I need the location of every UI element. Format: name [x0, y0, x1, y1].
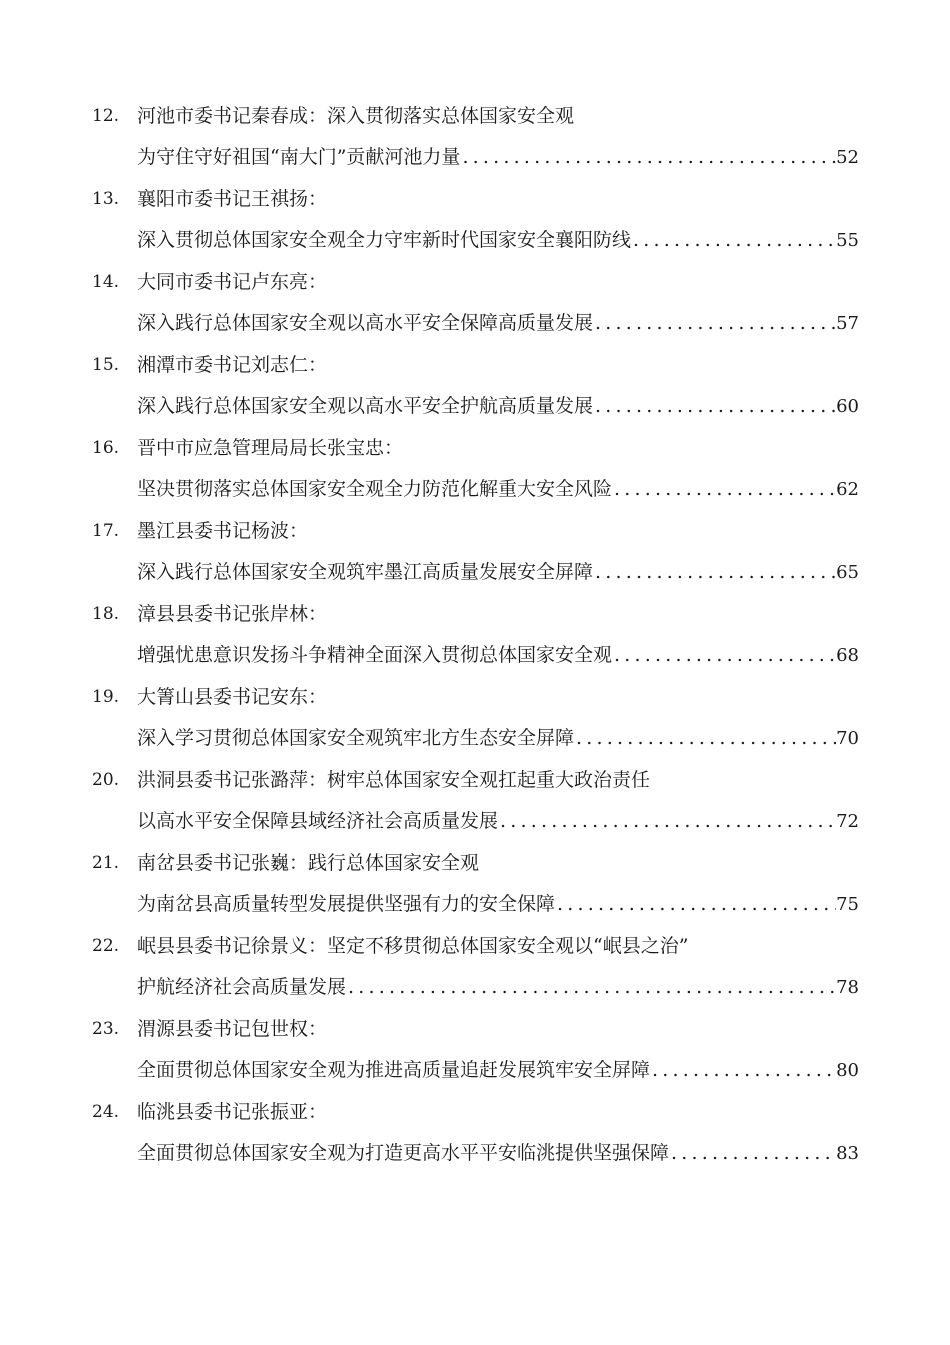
toc-entry-number: 13.: [92, 189, 120, 209]
toc-entry-heading: 湘潭市委书记刘志仁：: [137, 354, 328, 376]
toc-entry-title-line[interactable]: [137, 304, 859, 342]
toc-entry-page-number: 72: [836, 811, 859, 832]
toc-entry-number: 12.: [92, 106, 120, 126]
toc-entry-title: 深入践行总体国家安全观以高水平安全保障高质量发展: [137, 312, 594, 334]
dot-leader: [460, 138, 836, 176]
toc-entry-title: 坚决贯彻落实总体国家安全观全力防范化解重大安全风险: [137, 478, 613, 500]
toc-entry-title-line[interactable]: [137, 1051, 859, 1089]
toc-entry: [0, 180, 950, 263]
toc-entry-title-line[interactable]: [137, 470, 859, 508]
dot-leader: [669, 1134, 836, 1172]
toc-entry-title-line[interactable]: [137, 968, 859, 1006]
toc-entry-heading: 大箐山县委书记安东：: [137, 686, 328, 708]
toc-entry-heading: 河池市委书记秦春成：深入贯彻落实总体国家安全观: [137, 105, 575, 127]
toc-entry: [0, 97, 950, 180]
toc-entry-title: 全面贯彻总体国家安全观为打造更高水平平安临洮提供坚强保障: [137, 1142, 670, 1164]
toc-entry-number: 20.: [92, 770, 120, 790]
toc-entry-title: 护航经济社会高质量发展: [137, 976, 347, 998]
toc-entry: [0, 761, 950, 844]
toc-entry-title-line[interactable]: [137, 719, 859, 757]
toc-entry-title: 以高水平安全保障县域经济社会高质量发展: [137, 810, 499, 832]
toc-entry: [0, 678, 950, 761]
toc-entry: [0, 346, 950, 429]
toc-entry-title: 深入践行总体国家安全观以高水平安全护航高质量发展: [137, 395, 594, 417]
toc-entry-page-number: 65: [836, 562, 859, 583]
table-of-contents: [0, 97, 950, 1176]
toc-entry-number: 19.: [92, 687, 120, 707]
toc-entry-number: 22.: [92, 936, 120, 956]
toc-entry-heading: 洪洞县委书记张潞萍：树牢总体国家安全观扛起重大政治责任: [137, 769, 651, 791]
toc-entry-page-number: 57: [836, 313, 859, 334]
toc-entry-number: 18.: [92, 604, 120, 624]
toc-entry-heading: 墨江县委书记杨波：: [137, 520, 309, 542]
toc-entry-number: 16.: [92, 438, 120, 458]
toc-entry-heading: 南岔县委书记张巍：践行总体国家安全观: [137, 852, 480, 874]
toc-entry-heading: 大同市委书记卢东亮：: [137, 271, 328, 293]
toc-entry-page-number: 68: [836, 645, 859, 666]
toc-entry-title: 增强忧患意识发扬斗争精神全面深入贯彻总体国家安全观: [137, 644, 613, 666]
toc-entry-title-line[interactable]: [137, 885, 859, 923]
toc-entry-page-number: 62: [836, 479, 859, 500]
dot-leader: [593, 387, 836, 425]
toc-entry-heading: 岷县县委书记徐景义：坚定不移贯彻总体国家安全观以“岷县之治”: [137, 935, 689, 957]
toc-entry: [0, 844, 950, 927]
toc-entry-title-line[interactable]: [137, 221, 859, 259]
toc-entry-number: 14.: [92, 272, 120, 292]
toc-entry-title-line[interactable]: [137, 1134, 859, 1172]
toc-entry-number: 17.: [92, 521, 120, 541]
toc-entry-page-number: 80: [836, 1060, 859, 1081]
toc-entry: [0, 1010, 950, 1093]
toc-entry-heading: 漳县县委书记张岸林：: [137, 603, 328, 625]
toc-entry-title-line[interactable]: [137, 802, 859, 840]
toc-entry-title-line[interactable]: [137, 636, 859, 674]
toc-entry-page-number: 70: [836, 728, 859, 749]
toc-entry-page-number: 75: [836, 894, 859, 915]
dot-leader: [631, 221, 836, 259]
toc-entry-page-number: 60: [836, 396, 859, 417]
toc-entry-number: 23.: [92, 1019, 120, 1039]
dot-leader: [612, 470, 836, 508]
toc-entry-page-number: 52: [836, 147, 859, 168]
dot-leader: [612, 636, 836, 674]
dot-leader: [498, 802, 836, 840]
toc-entry-number: 21.: [92, 853, 120, 873]
toc-entry-heading: 渭源县委书记包世权：: [137, 1018, 328, 1040]
toc-entry-number: 24.: [92, 1102, 120, 1122]
dot-leader: [555, 885, 836, 923]
toc-entry-heading: 晋中市应急管理局局长张宝忠：: [137, 437, 404, 459]
toc-entry-title-line[interactable]: [137, 387, 859, 425]
toc-entry-page-number: 55: [836, 230, 859, 251]
toc-entry: [0, 1093, 950, 1176]
toc-entry-title: 全面贯彻总体国家安全观为推进高质量追赶发展筑牢安全屏障: [137, 1059, 651, 1081]
toc-entry-page-number: 83: [836, 1143, 859, 1164]
toc-entry: [0, 263, 950, 346]
toc-entry-heading: 临洮县委书记张振亚：: [137, 1101, 328, 1123]
dot-leader: [574, 719, 836, 757]
toc-entry-number: 15.: [92, 355, 120, 375]
dot-leader: [650, 1051, 836, 1089]
dot-leader: [593, 304, 836, 342]
toc-entry: [0, 927, 950, 1010]
toc-entry-page-number: 78: [836, 977, 859, 998]
dot-leader: [593, 553, 836, 591]
toc-entry-title: 为守住守好祖国“南大门”贡献河池力量: [137, 146, 461, 168]
toc-entry: [0, 429, 950, 512]
toc-entry: [0, 512, 950, 595]
toc-entry-title-line[interactable]: [137, 138, 859, 176]
toc-entry-title: 深入贯彻总体国家安全观全力守牢新时代国家安全襄阳防线: [137, 229, 632, 251]
toc-entry-heading: 襄阳市委书记王祺扬：: [137, 188, 328, 210]
toc-entry-title: 为南岔县高质量转型发展提供坚强有力的安全保障: [137, 893, 556, 915]
dot-leader: [346, 968, 836, 1006]
toc-entry-title-line[interactable]: [137, 553, 859, 591]
toc-entry: [0, 595, 950, 678]
toc-entry-title: 深入学习贯彻总体国家安全观筑牢北方生态安全屏障: [137, 727, 575, 749]
toc-entry-title: 深入践行总体国家安全观筑牢墨江高质量发展安全屏障: [137, 561, 594, 583]
